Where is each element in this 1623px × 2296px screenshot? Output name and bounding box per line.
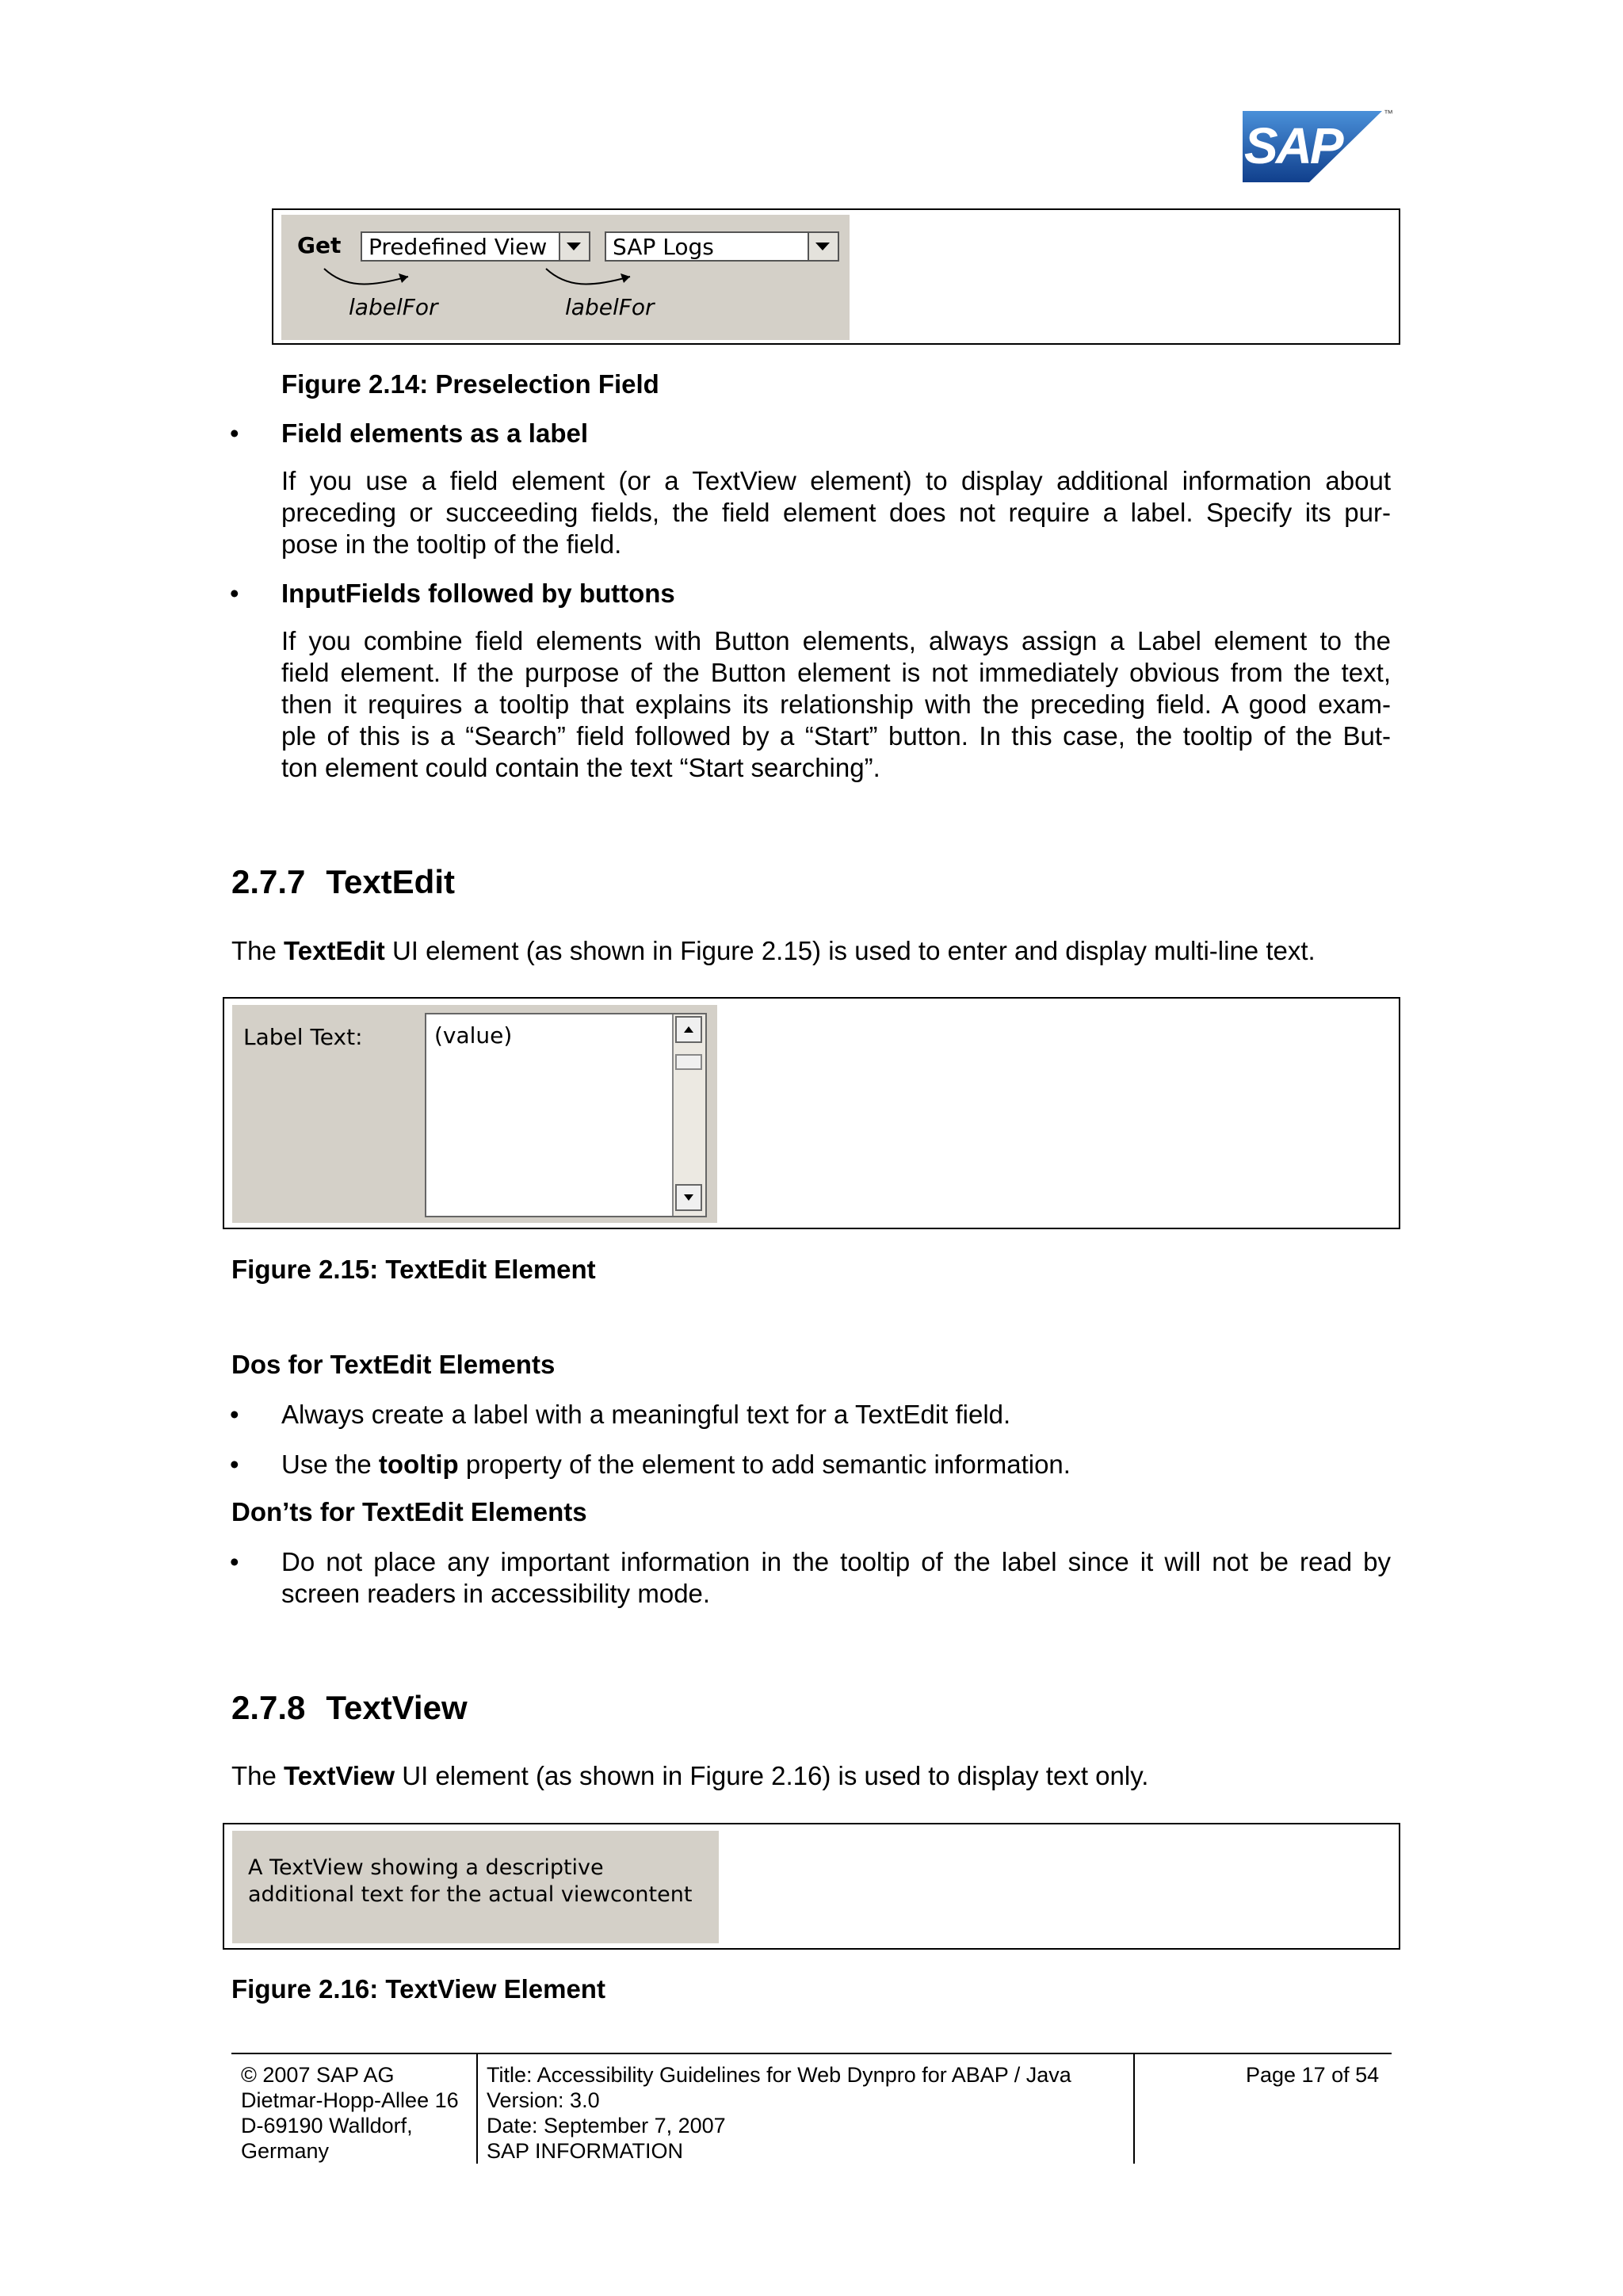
dos-text: Use the — [281, 1450, 379, 1479]
scroll-up-button[interactable] — [675, 1016, 702, 1043]
footer-page-number: Page 17 of 54 — [1246, 2063, 1380, 2087]
predefined-view-dropdown[interactable] — [361, 231, 590, 262]
paragraph-line: pose in the tooltip of the field. — [281, 529, 622, 559]
sap-logo-text: SAP — [1244, 117, 1342, 174]
section-number: 2.7.7 — [231, 863, 306, 900]
section-heading — [231, 862, 455, 902]
scroll-down-button[interactable] — [675, 1184, 702, 1211]
paragraph-line: then it requires a tooltip that explains its relationship with the preceding field. A good exam- — [281, 690, 1391, 719]
scrollbar[interactable] — [672, 1014, 705, 1216]
bullet-paragraph — [281, 625, 1391, 784]
labelfor-text-2: labelFor — [565, 294, 655, 320]
footer-divider — [476, 2053, 478, 2164]
figure-2-15-frame — [223, 997, 1400, 1229]
intro-text: UI element (as shown in Figure 2.15) is used to enter and display multi-line text. — [384, 936, 1316, 965]
sap-logs-dropdown[interactable] — [605, 231, 839, 262]
figure-2-15-caption: Figure 2.15: TextEdit Element — [231, 1255, 596, 1284]
intro-text: The — [231, 936, 285, 965]
intro-bold: TextView — [284, 1761, 395, 1790]
paragraph-line: screen readers in accessibility mode. — [281, 1579, 711, 1608]
dos-heading: Dos for TextEdit Elements — [231, 1350, 556, 1379]
predefined-view-value: Predefined View — [369, 234, 548, 260]
bullet-dot: • — [230, 579, 239, 608]
dos-bold: tooltip — [378, 1450, 459, 1479]
footer-line: Germany — [241, 2139, 330, 2163]
intro-text: The — [231, 1761, 285, 1790]
labelfor-text-1: labelFor — [349, 294, 438, 320]
paragraph-line: If you combine field elements with Button elements, always assign a Label element to the — [281, 626, 1391, 655]
paragraph-line: If you use a field element (or a TextView element) to display additional information about — [281, 466, 1391, 495]
chevron-down-icon[interactable] — [808, 233, 838, 260]
figure-2-14-frame — [272, 208, 1400, 345]
paragraph-line: Do not place any important information in the tooltip of the label since it will not be read by — [281, 1547, 1391, 1576]
footer-line: Dietmar-Hopp-Allee 16 — [241, 2088, 459, 2112]
paragraph-line: field element. If the purpose of the Button element is not immediately obvious from the text, — [281, 658, 1391, 687]
sap-logo-tm: ™ — [1384, 108, 1393, 119]
chevron-down-icon[interactable] — [559, 233, 589, 260]
bullet-dot: • — [230, 418, 239, 448]
footer-line: SAP INFORMATION — [487, 2139, 684, 2163]
section-title: TextView — [326, 1689, 468, 1726]
footer-document-info — [487, 2062, 1071, 2164]
textview-line: additional text for the actual viewcontent — [248, 1882, 693, 1907]
dos-text: property of the element to add semantic information. — [458, 1450, 1071, 1479]
dos-item — [281, 1449, 1071, 1480]
arrow-down-icon — [677, 1186, 701, 1209]
footer-divider — [1133, 2053, 1135, 2164]
scroll-thumb[interactable] — [675, 1054, 702, 1070]
footer-rule — [231, 2053, 1392, 2054]
textview-line: A TextView showing a descriptive — [248, 1855, 604, 1880]
footer-line: © 2007 SAP AG — [241, 2063, 395, 2087]
footer-line: Title: Accessibility Guidelines for Web Dynpro for ABAP / Java — [487, 2063, 1071, 2087]
bullet-dot: • — [230, 1400, 239, 1429]
figure-2-14-caption: Figure 2.14: Preselection Field — [281, 369, 659, 399]
bullet-title: Field elements as a label — [281, 418, 589, 448]
textedit-field[interactable] — [425, 1013, 707, 1217]
bullet-dot: • — [230, 1547, 239, 1576]
sap-logo — [1243, 108, 1398, 184]
section-intro — [231, 1760, 1148, 1792]
paragraph-line: preceding or succeeding fields, the field element does not require a label. Specify its pur- — [281, 498, 1391, 527]
get-label: Get — [297, 232, 342, 258]
arrow-up-icon — [677, 1018, 701, 1041]
dos-item — [281, 1399, 1010, 1431]
paragraph-line: ple of this is a “Search” field followed by a “Start” button. In this case, the tooltip of the But- — [281, 721, 1391, 751]
textedit-label: Label Text: — [243, 1024, 363, 1050]
section-heading — [231, 1688, 468, 1728]
textview-text — [248, 1855, 692, 1908]
section-intro — [231, 935, 1316, 967]
intro-text: UI element (as shown in Figure 2.16) is used to display text only. — [395, 1761, 1149, 1790]
textedit-value: (value) — [434, 1022, 513, 1049]
paragraph-line: ton element could contain the text “Start searching”. — [281, 753, 880, 782]
footer-line: Date: September 7, 2007 — [487, 2114, 726, 2137]
footer-line: Version: 3.0 — [487, 2088, 600, 2112]
footer-line: D-69190 Walldorf, — [241, 2114, 413, 2137]
donts-heading: Don’ts for TextEdit Elements — [231, 1497, 587, 1526]
figure-2-16-frame — [223, 1823, 1400, 1950]
section-title: TextEdit — [326, 863, 455, 900]
footer-address — [241, 2062, 459, 2164]
figure-2-16-caption: Figure 2.16: TextView Element — [231, 1974, 605, 2004]
bullet-dot: • — [230, 1450, 239, 1479]
sap-logs-value: SAP Logs — [613, 234, 714, 260]
bullet-paragraph — [281, 465, 1391, 560]
bullet-title: InputFields followed by buttons — [281, 579, 675, 608]
dos-text: Always create a label with a meaningful text for a TextEdit field. — [281, 1400, 1011, 1429]
intro-bold: TextEdit — [284, 936, 385, 965]
donts-item — [281, 1546, 1391, 1610]
section-number: 2.7.8 — [231, 1689, 306, 1726]
